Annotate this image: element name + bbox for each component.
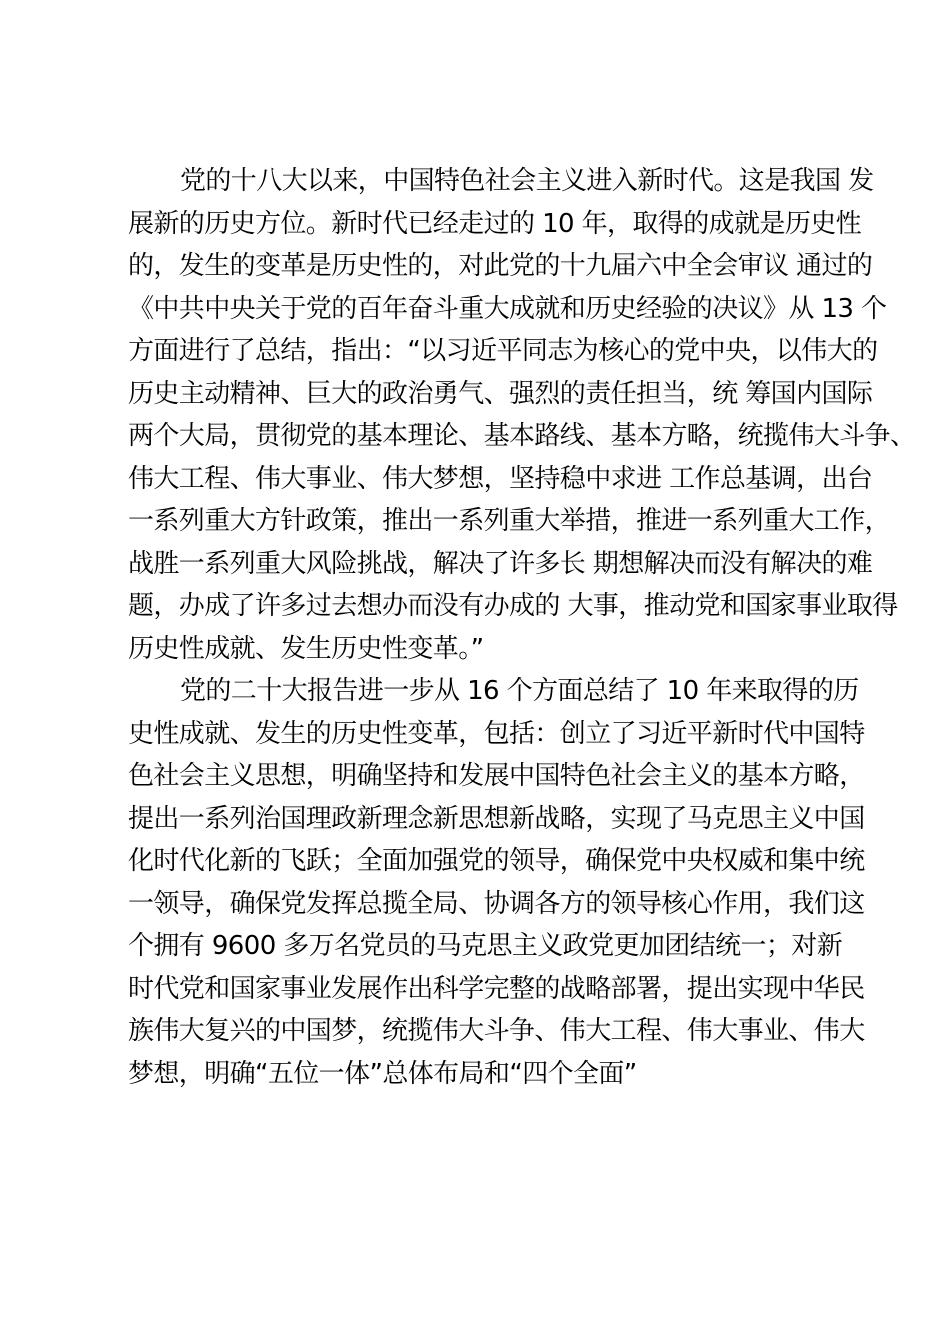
paragraph-line: 展新的历史方位。新时代已经走过的 10 年，取得的成就是历史性 bbox=[128, 208, 862, 239]
paragraph-line: 时代党和国家事业发展作出科学完整的战略部署，提出实现中华民 bbox=[128, 973, 865, 1004]
paragraph-line: 两个大局，贯彻党的基本理论、基本路线、基本方略，统揽伟大斗争、 bbox=[128, 421, 916, 451]
paragraph-line: 《中共中央关于党的百年奋斗重大成就和历史经验的决议》从 13 个 bbox=[128, 293, 887, 324]
paragraph-line: 化时代化新的飞跃；全面加强党的领导，确保党中央权威和集中统 bbox=[128, 846, 865, 876]
paragraph-line: 党的十八大以来，中国特色社会主义进入新时代。这是我国 发 bbox=[180, 166, 874, 196]
paragraph-line: 梦想，明确“五位一体”总体布局和“四个全面” bbox=[128, 1058, 637, 1089]
paragraph-line: 方面进行了总结，指出：“以习近平同志为核心的党中央，以伟大的 bbox=[128, 336, 878, 366]
document-body bbox=[128, 160, 916, 1095]
paragraph-line: 提出一系列治国理政新理念新思想新战略，实现了马克思主义中国 bbox=[128, 803, 865, 834]
paragraph-line: 历史性成就、发生历史性变革。” bbox=[128, 633, 484, 664]
paragraph-line: 历史主动精神、巨大的政治勇气、强烈的责任担当，统 筹国内国际 bbox=[128, 378, 873, 409]
paragraph-line: 党的二十大报告进一步从 16 个方面总结了 10 年来取得的历 bbox=[180, 676, 859, 706]
paragraph-line: 的，发生的变革是历史性的，对此党的十九届六中全会审议 通过的 bbox=[128, 251, 873, 281]
paragraph-line: 一领导，确保党发挥总揽全局、协调各方的领导核心作用，我们这 bbox=[128, 888, 865, 919]
paragraph-line: 族伟大复兴的中国梦，统揽伟大斗争、伟大工程、伟大事业、伟大 bbox=[128, 1016, 865, 1046]
paragraph-line: 史性成就、发生的历史性变革，包括：创立了习近平新时代中国特 bbox=[128, 718, 865, 749]
paragraph-line: 战胜一系列重大风险挑战，解决了许多长 期想解决而没有解决的难 bbox=[128, 548, 873, 579]
paragraph-line: 个拥有 9600 多万名党员的马克思主义政党更加团结统一；对新 bbox=[128, 931, 843, 961]
paragraph-line: 一系列重大方针政策，推出一系列重大举措，推进一系列重大工作， bbox=[128, 506, 891, 536]
paragraph-line: 伟大工程、伟大事业、伟大梦想，坚持稳中求进 工作总基调，出台 bbox=[128, 463, 873, 494]
paragraph-line: 色社会主义思想，明确坚持和发展中国特色社会主义的基本方略， bbox=[128, 761, 865, 791]
paragraph-1 bbox=[128, 160, 916, 670]
paragraph-line: 题，办成了许多过去想办而没有办成的 大事，推动党和国家事业取得 bbox=[128, 591, 898, 621]
paragraph-2 bbox=[128, 670, 865, 1095]
